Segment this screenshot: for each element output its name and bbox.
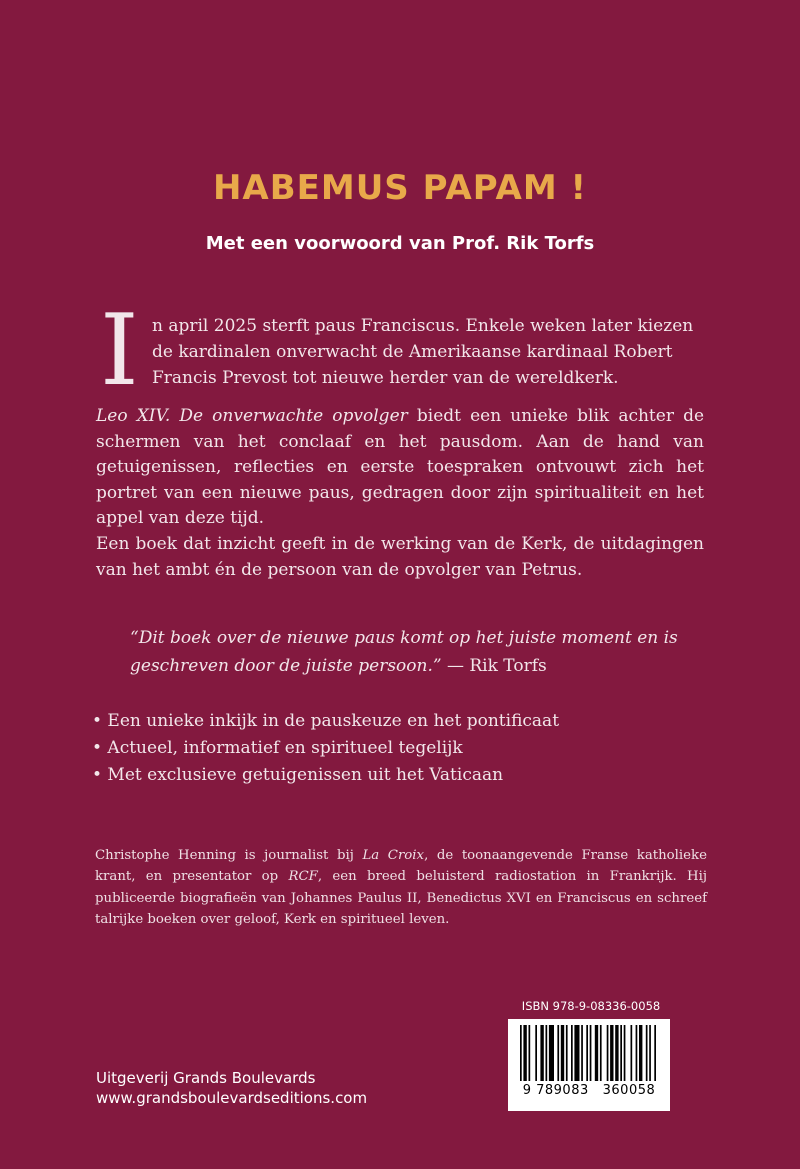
barcode-bar [520, 1025, 522, 1081]
barcode-bar [607, 1025, 609, 1081]
bio-newspaper: La Croix [362, 848, 425, 863]
description-paragraph-1 [96, 404, 704, 532]
foreword-line: Met een voorwoord van Prof. Rik Torfs [205, 233, 595, 254]
barcode-bar [540, 1025, 543, 1081]
barcode-bar [636, 1025, 638, 1081]
barcode-bar [631, 1025, 633, 1081]
barcode-bar [639, 1025, 642, 1081]
barcode-bar [620, 1025, 622, 1081]
barcode-bar [586, 1025, 588, 1081]
bio-text-1: Christophe Henning is journalist bij [95, 848, 363, 863]
book-heading: HABEMUS PAPAM ! [212, 168, 588, 208]
drop-cap: I [100, 294, 139, 408]
barcode-bar [523, 1025, 526, 1081]
quote-text: “Dit boek over de nieuwe paus komt op het juiste moment en is geschreven door de juiste persoon.” [130, 628, 678, 676]
barcode-bar [595, 1025, 598, 1081]
bio-radio: RCF [288, 869, 318, 885]
barcode-bar [549, 1025, 554, 1081]
barcode-bar [649, 1025, 651, 1081]
barcode-bar [529, 1025, 531, 1081]
barcode-bar [566, 1025, 568, 1081]
isbn-label: ISBN 978-9-08336-0058 [521, 999, 661, 1013]
endorsement-quote [130, 624, 710, 680]
selling-point: • Met exclusieve getuigenissen uit het Vaticaan [92, 765, 504, 785]
author-bio [95, 845, 707, 931]
barcode-bar [646, 1025, 648, 1081]
bio-text-2: , de toonaangevende Franse katholieke krant, en presentator op [95, 848, 707, 885]
barcode-bar [546, 1025, 548, 1081]
barcode-bar [581, 1025, 583, 1081]
barcode-bar [571, 1025, 573, 1081]
barcode-bar [624, 1025, 626, 1081]
barcode-bar [600, 1025, 602, 1081]
barcode-bar [535, 1025, 537, 1081]
barcode-bar [654, 1025, 656, 1081]
publisher-website[interactable]: www.grandsboulevardseditions.com [96, 1089, 368, 1107]
barcode-bar [574, 1025, 579, 1081]
intro-line-1: n april 2025 sterft paus Franciscus. Enkele weken later kiezen [152, 316, 694, 336]
barcode-bar [557, 1025, 559, 1081]
intro-line-3: Francis Prevost tot nieuwe herder van de wereldkerk. [152, 368, 619, 388]
quote-attribution: — Rik Torfs [441, 656, 547, 676]
barcode-bar [615, 1025, 618, 1081]
selling-points-list [92, 708, 712, 789]
barcode-digits: 9 789083 360058 [522, 1083, 656, 1098]
barcode-bar [610, 1025, 613, 1081]
description-paragraph-2: Een boek dat inzicht geeft in de werking van de Kerk, de uitdagingen van het ambt én de persoon van de opvolger van Petrus. [96, 533, 704, 580]
barcode-bar [590, 1025, 592, 1081]
description-body [96, 404, 704, 583]
publisher-block [96, 1068, 367, 1108]
bio-text-3: , een breed beluisterd radiostation in Frankrijk. Hij publiceerde biografieën van Johannes Paulus II, Benedictus XVI en Franciscus en schreef talrijke boeken over geloof, Kerk en spiritueel leven. [95, 869, 707, 928]
publisher-name: Uitgeverij Grands Boulevards [96, 1069, 316, 1087]
book-title-reference: Leo XIV. De onverwachte opvolger [96, 406, 408, 426]
barcode-bar [561, 1025, 564, 1081]
description-paragraph-1-text: biedt een unieke blik achter de schermen van het conclaaf en het pausdom. Aan de hand van getuigenissen, reflecties en eerste toespraken ontvouwt zich het portret van een nieuwe paus, gedragen door zijn spiritualiteit en het appel van deze tijd. [96, 406, 705, 529]
selling-point: • Een unieke inkijk in de pauskeuze en het pontificaat [92, 711, 560, 731]
barcode [508, 1019, 670, 1111]
intro-line-2: de kardinalen onverwacht de Amerikaanse kardinaal Robert [152, 342, 673, 362]
selling-point: • Actueel, informatief en spiritueel tegelijk [92, 738, 463, 758]
